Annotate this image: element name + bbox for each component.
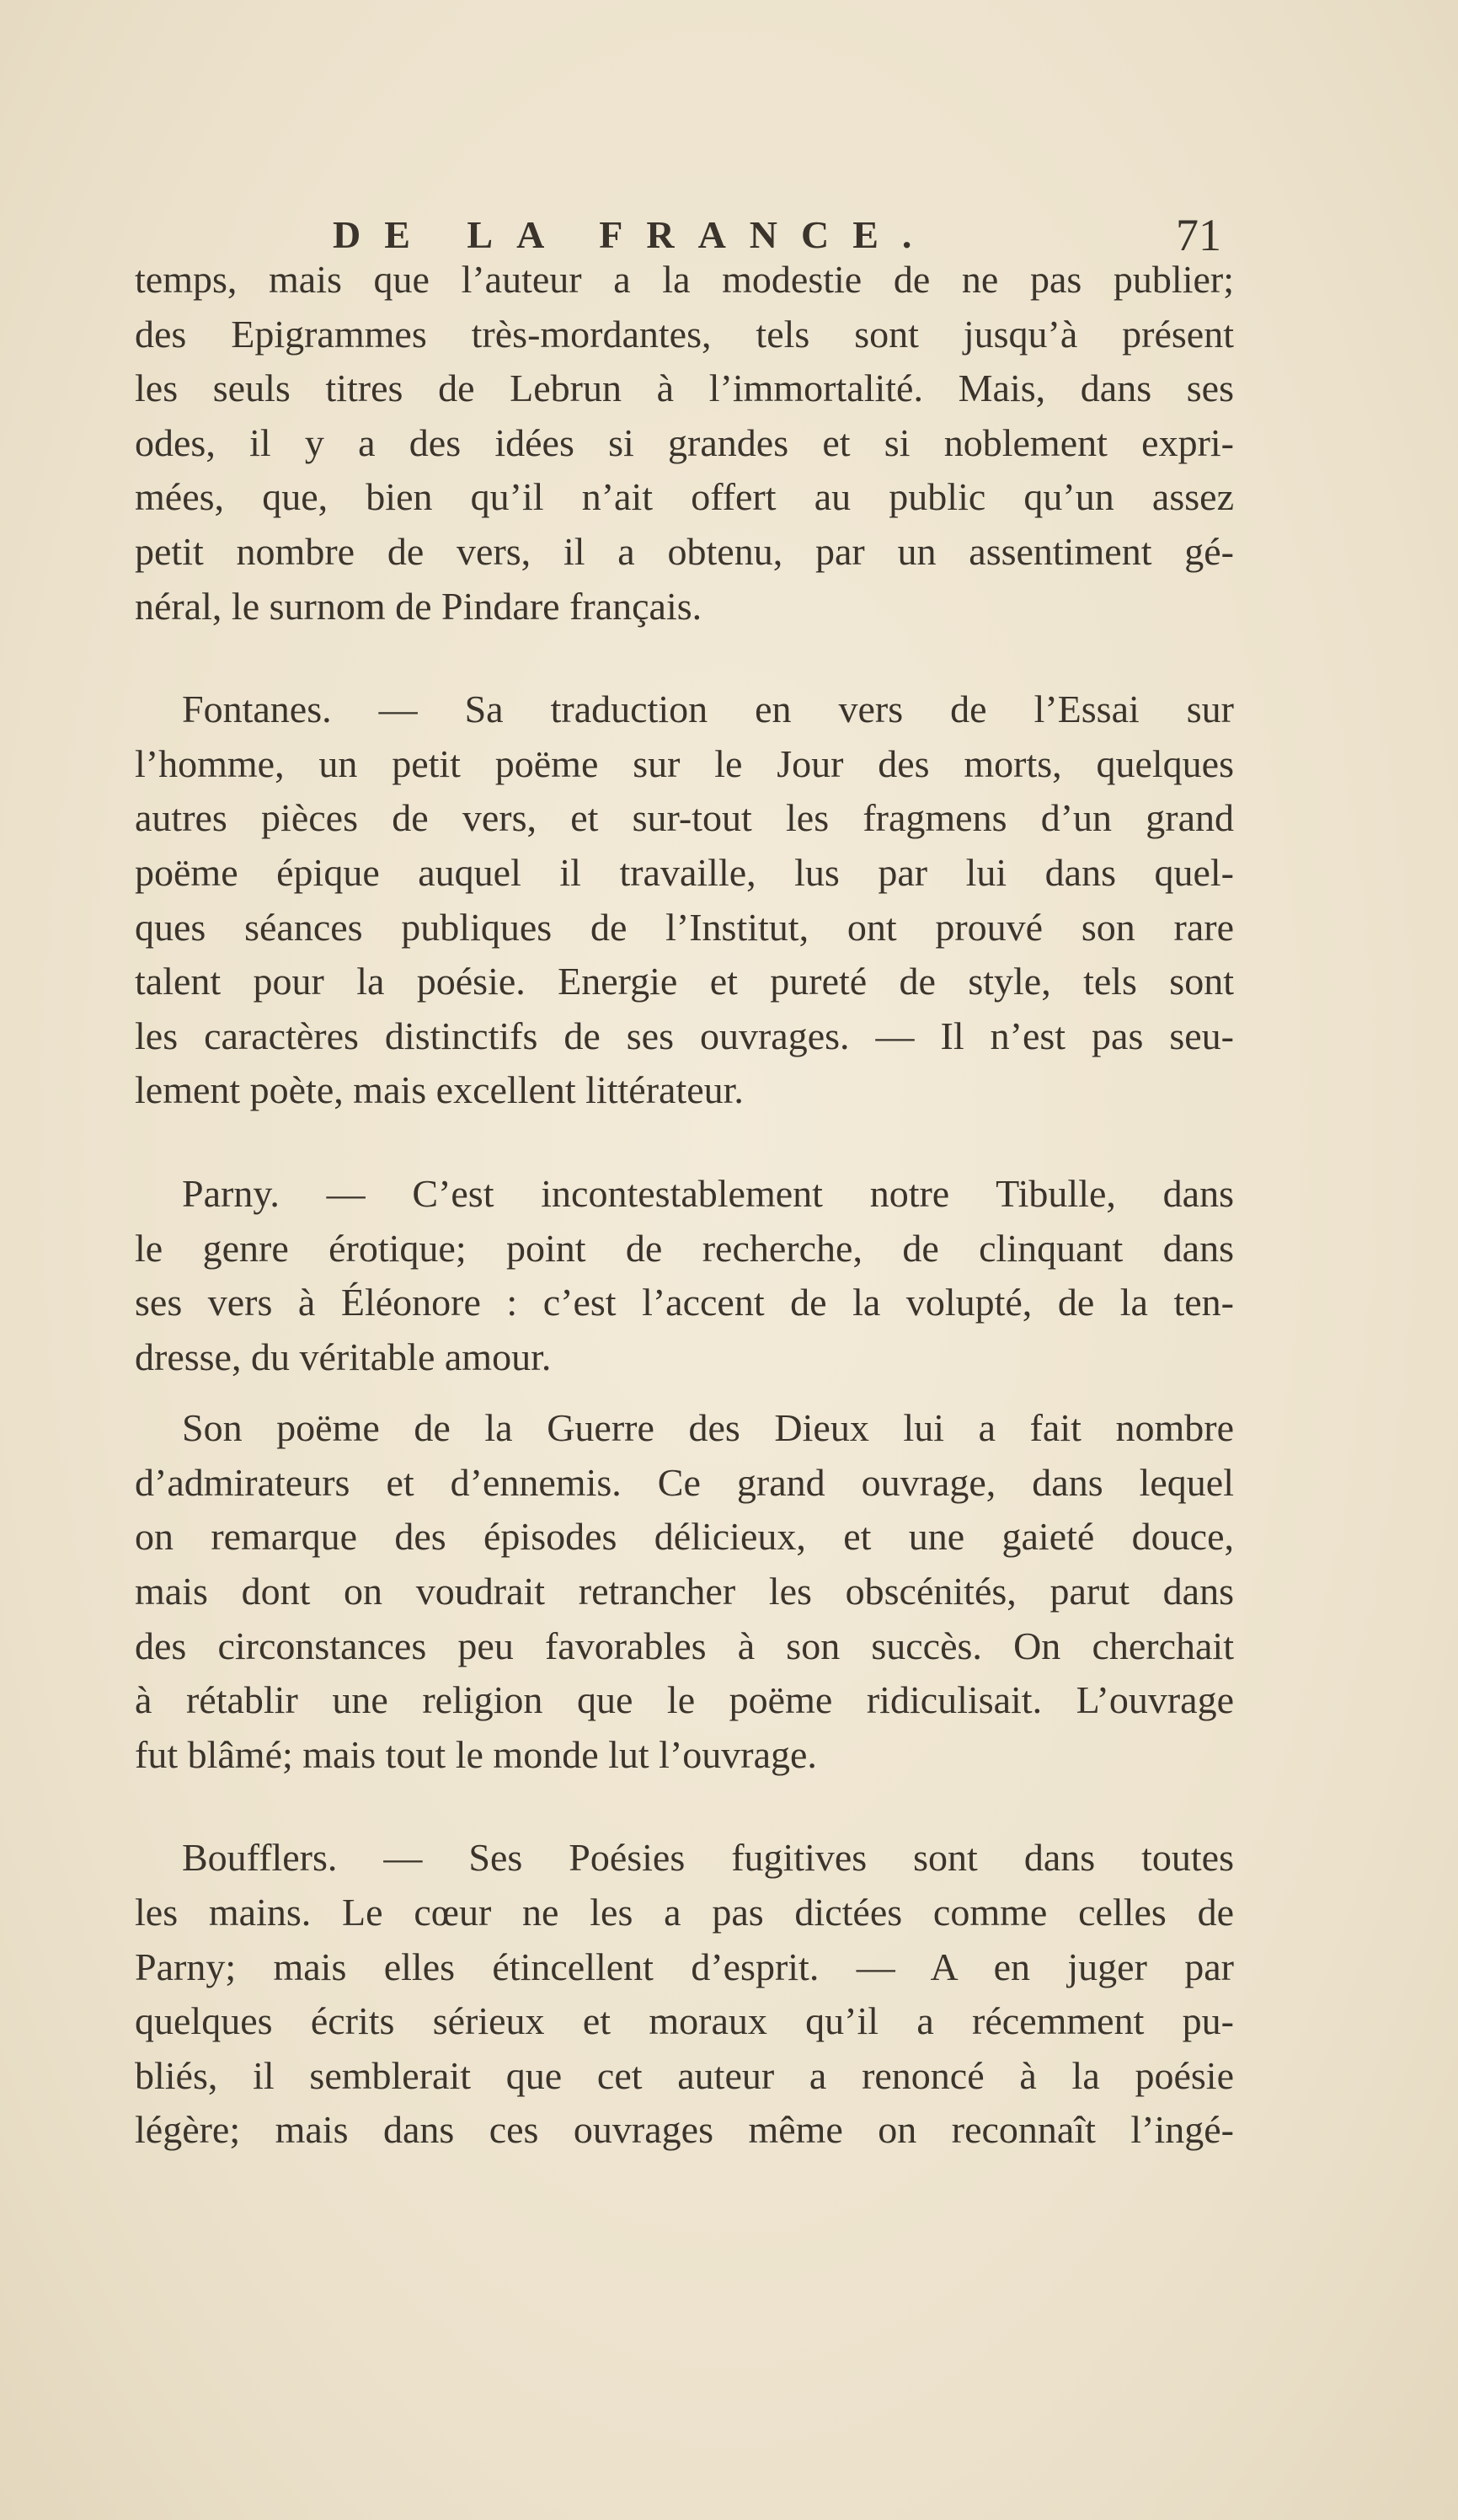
text-line: les mains. Le cœur ne les a pas dictées comme celles de [135, 1891, 1234, 1934]
text-line: dresse, du véritable amour. [135, 1335, 552, 1378]
text-line: d’admirateurs et d’ennemis. Ce grand ouvrage, dans lequel [135, 1460, 1234, 1504]
paragraph-parny-guerre [135, 1401, 1234, 1782]
text-line: des circonstances peu favorables à son succès. On cherchait [135, 1624, 1234, 1667]
text-line: talent pour la poésie. Energie et pureté de style, tels sont [135, 960, 1234, 1003]
text-line: on remarque des épisodes délicieux, et une gaieté douce, [135, 1515, 1234, 1559]
text-line: odes, il y a des idées si grandes et si noblement expri- [135, 420, 1234, 464]
text-line: Son poëme de la Guerre des Dieux lui a fait nombre [182, 1406, 1234, 1450]
running-head: DE LA FRANCE. [333, 213, 936, 256]
text-line: les seuls titres de Lebrun à l’immortalité. Mais, dans ses [135, 366, 1234, 410]
text-line: des Epigrammes très-mordantes, tels sont jusqu’à présent [135, 312, 1234, 356]
text-line: le genre érotique; point de recherche, de clinquant dans [135, 1226, 1234, 1270]
paragraph-fontanes [135, 682, 1234, 1118]
text-line: mais dont on voudrait retrancher les obscénités, parut dans [135, 1570, 1234, 1613]
text-line: légère; mais dans ces ouvrages même on reconnaît l’ingé- [135, 2108, 1234, 2152]
text-line: les caractères distinctifs de ses ouvrages. — Il n’est pas seu- [135, 1014, 1234, 1057]
text-line: Parny. — C’est incontestablement notre Tibulle, dans [182, 1171, 1234, 1215]
text-line: petit nombre de vers, il a obtenu, par un assentiment gé- [135, 529, 1234, 573]
text-line: Parny; mais elles étincellent d’esprit. — A en juger par [135, 1945, 1234, 1988]
text-line: l’homme, un petit poëme sur le Jour des morts, quelques [135, 741, 1234, 785]
text-line: lement poète, mais excellent littérateur. [135, 1068, 744, 1112]
text-line: temps, mais que l’auteur a la modestie de ne pas publier; [135, 258, 1234, 301]
text-line: quelques écrits sérieux et moraux qu’il a récemment pu- [135, 1999, 1234, 2043]
text-line: ses vers à Éléonore : c’est l’accent de la volupté, de la ten- [135, 1281, 1234, 1324]
text-line: fut blâmé; mais tout le monde lut l’ouvrage. [135, 1732, 817, 1776]
text-line: mées, que, bien qu’il n’ait offert au public qu’un assez [135, 475, 1234, 519]
text-line: Boufflers. — Ses Poésies fugitives sont dans toutes [182, 1836, 1234, 1880]
body-text [135, 253, 1234, 2158]
text-line: à rétablir une religion que le poëme ridiculisait. L’ouvrage [135, 1678, 1234, 1722]
text-line: bliés, il semblerait que cet auteur a renoncé à la poésie [135, 2053, 1234, 2097]
text-line: Fontanes. — Sa traduction en vers de l’Essai sur [182, 688, 1234, 731]
paragraph-boufflers [135, 1831, 1234, 2158]
text-line: ques séances publiques de l’Institut, ont prouvé son rare [135, 905, 1234, 949]
text-line: poëme épique auquel il travaille, lus par lui dans quel- [135, 850, 1234, 894]
paragraph-parny [135, 1167, 1234, 1384]
page-number: 71 [1176, 210, 1221, 260]
paragraph-lebrun [135, 253, 1234, 634]
text-line: autres pièces de vers, et sur-tout les fragmens d’un grand [135, 796, 1234, 840]
text-line: néral, le surnom de Pindare français. [135, 584, 702, 628]
